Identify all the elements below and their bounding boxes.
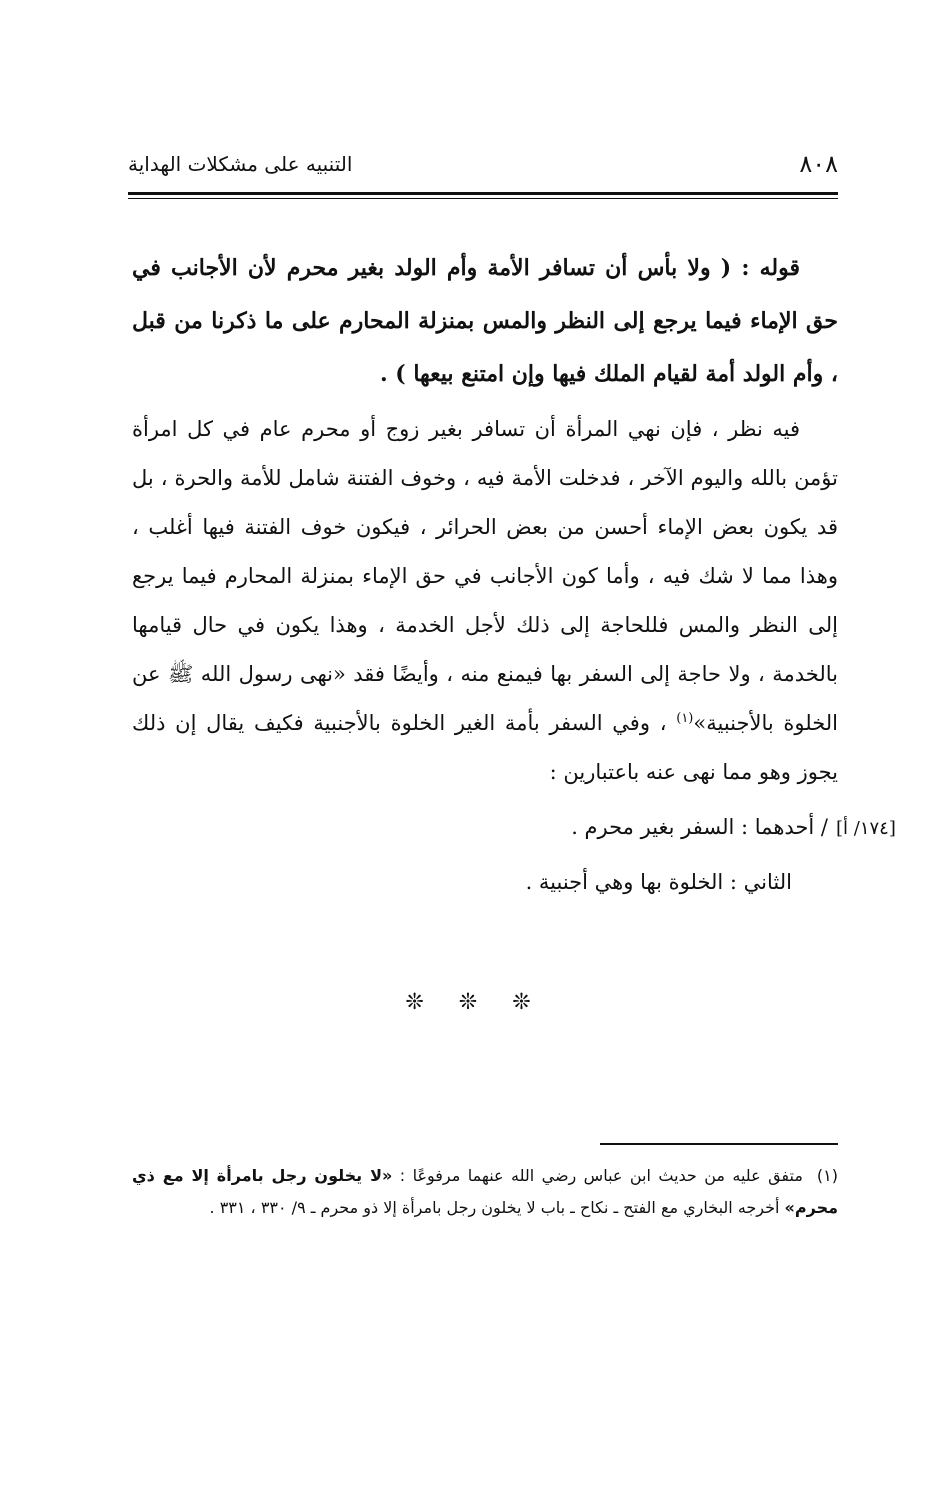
enumeration-first: / أحدهما : السفر بغير محرم . [571, 815, 828, 839]
commentary-text [132, 405, 838, 797]
footnote [132, 1160, 838, 1224]
quoted-matn-paragraph [132, 242, 838, 401]
manuscript-folio-marker: [١٧٤/ أ] [836, 818, 896, 839]
footnote-intro: متفق عليه من حديث ابن عباس رضي الله عنهما مرفوعًا : [399, 1166, 803, 1185]
commentary-text-before-ref: فيه نظر ، فإن نهي المرأة أن تسافر بغير زوج أو محرم عام في كل امرأة تؤمن بالله واليوم الآخر ، فدخلت الأمة فيه ، وخوف الفتنة شامل للأمة والحرة ، بل قد يكون بعض الإماء أحسن من بعض الحرائر ، فيكون خوف الفتنة فيها أغلب ، وهذا مما لا شك فيه ، وأما كون الأجانب في حق الإماء بمنزلة المحارم فيما يرجع إلى النظر والمس فللحاجة إلى ذلك لأجل الخدمة ، وهذا يكون في حال قيامها بالخدمة ، ولا حاجة إلى السفر بها فيمنع منه ، وأيضًا فقد «نهى رسول الله ﷺ عن الخلوة بالأجنبية» [132, 417, 839, 735]
footnote-source: أخرجه البخاري مع الفتح ـ نكاح ـ باب لا يخلون رجل بامرأة إلا ذو محرم ـ ٩/ ٣٣٠ ، ٣٣١ . [209, 1198, 780, 1217]
footnote-reference[interactable]: (١) [676, 711, 694, 726]
enumeration-second: الثاني : الخلوة بها وهي أجنبية . [525, 870, 792, 894]
page-number: ٨٠٨ [799, 150, 838, 178]
footnote-separator [600, 1143, 838, 1145]
header-rule-thin [128, 198, 838, 199]
footnote-number: (١) [816, 1166, 838, 1185]
footnote-hadith-text: «لا يخلون رجل بامرأة إلا مع ذي محرم» [132, 1166, 838, 1217]
commentary-text-after-ref: ، وفي السفر بأمة الغير الخلوة بالأجنبية فكيف يقال إن ذلك يجوز وهو مما نهى عنه باعتبارين : [132, 711, 838, 784]
commentary-paragraph [132, 405, 838, 797]
section-ornament: ❊ ❊ ❊ [405, 990, 545, 1015]
quote-text: قوله : ( ولا بأس أن تسافر الأمة وأم الولد بغير محرم لأن الأجانب في حق الإماء فيما يرجع إلى النظر والمس بمنزلة المحارم على ما ذكرنا من قبل ، وأم الولد أمة لقيام الملك فيها وإن امتنع بيعها ) . [132, 255, 838, 387]
running-title: التنبيه على مشكلات الهداية [128, 152, 353, 176]
page-header [128, 150, 838, 190]
header-rule-thick [128, 192, 838, 195]
